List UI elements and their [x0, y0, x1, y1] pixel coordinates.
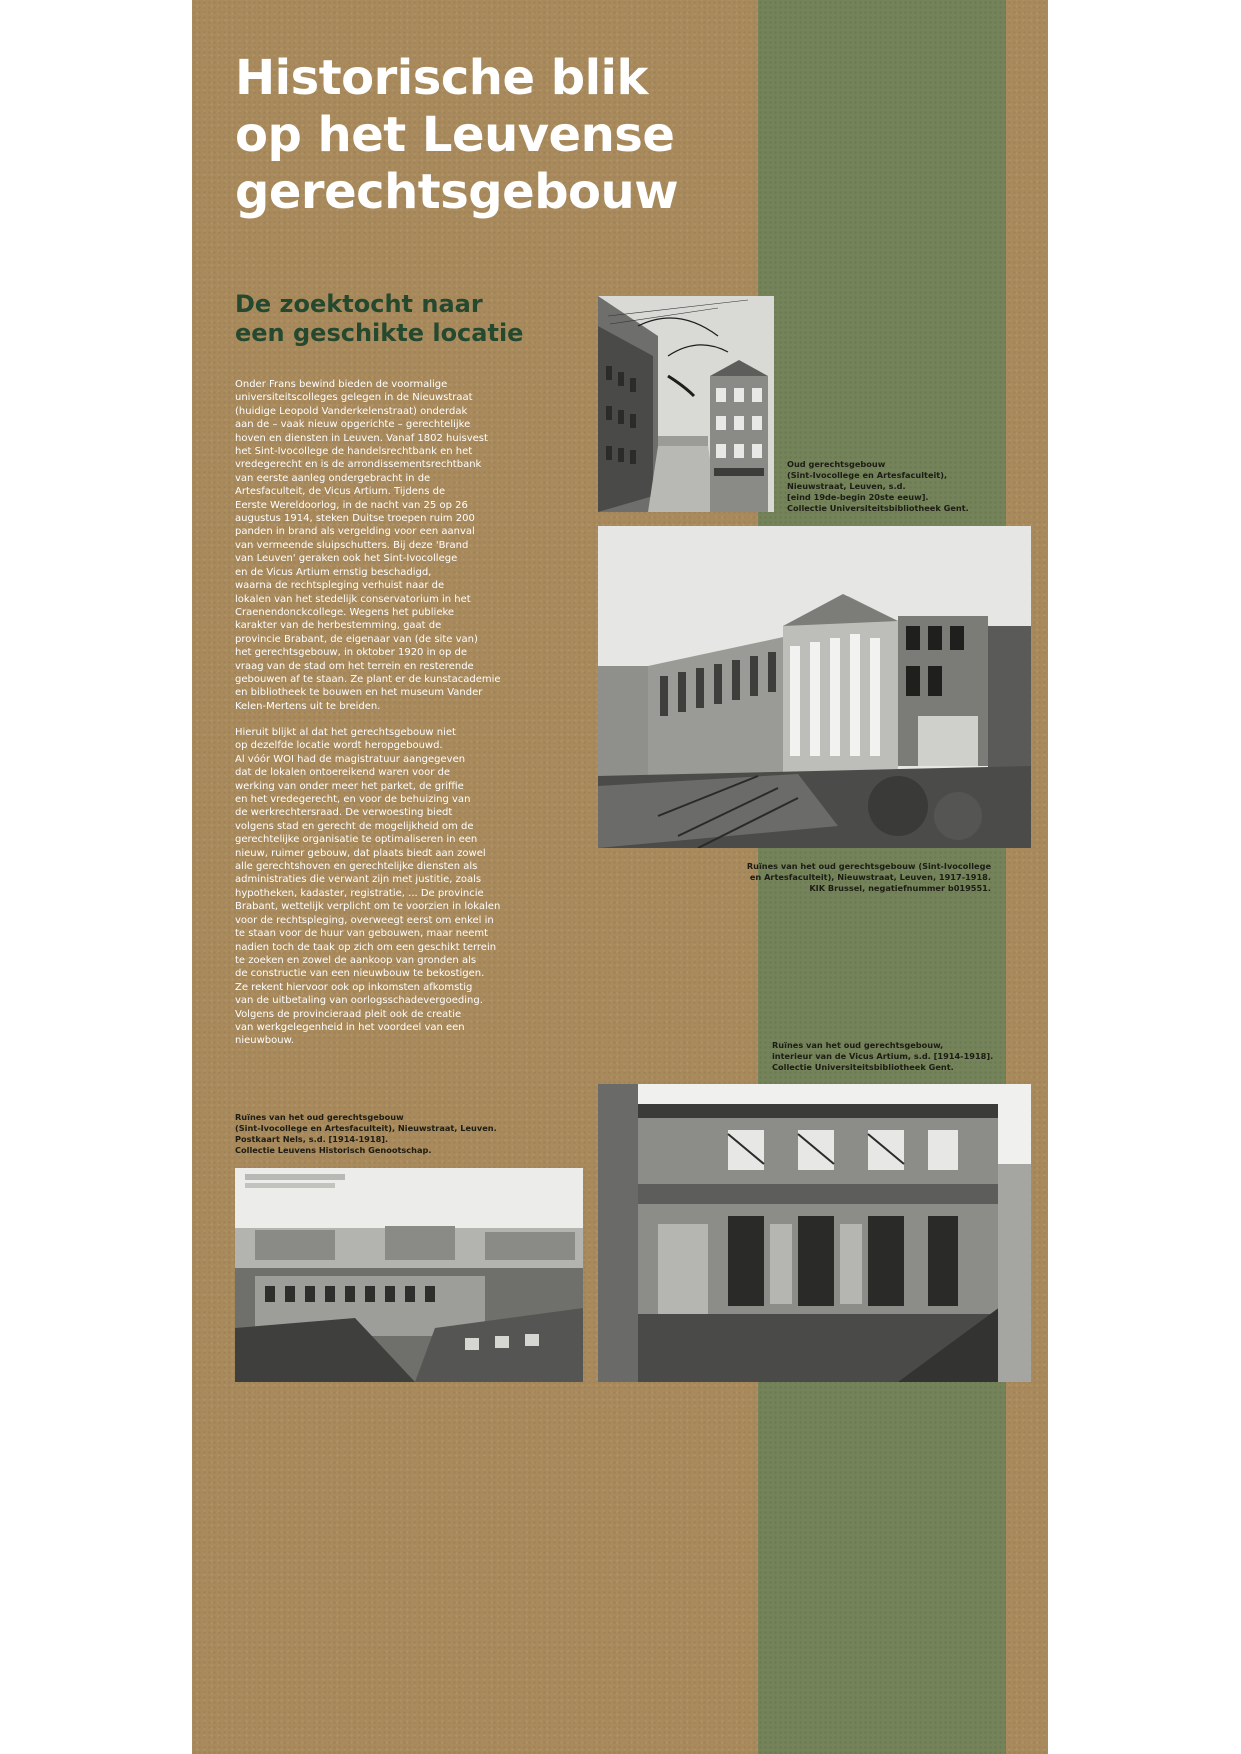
paragraph-line: augustus 1914, steken Duitse troepen ruim 200	[235, 513, 475, 525]
paragraph-line: Ze rekent hiervoor ook op inkomsten afkomstig	[235, 981, 473, 993]
paragraph-line: op dezelfde locatie wordt heropgebouwd.	[235, 740, 443, 752]
caption-line: KIK Brussel, negatiefnummer b019551.	[809, 883, 991, 893]
title-line: gerechtsgebouw	[235, 164, 679, 220]
caption-ruines-interieur	[772, 1040, 993, 1073]
paragraph-line: gebouwen af te staan. Ze plant er de kunstacademie	[235, 673, 501, 685]
paragraph-line: provincie Brabant, de eigenaar van (de site van)	[235, 633, 478, 645]
paragraph-line: Brabant, wettelijk verplicht om te voorzien in lokalen	[235, 901, 501, 913]
paragraph-line: lokalen van het stedelijk conservatorium in het	[235, 593, 471, 605]
caption-line: Collectie Universiteitsbibliotheek Gent.	[787, 503, 969, 513]
photo-ruines-kik	[598, 526, 1031, 848]
paragraph-line: hoven en diensten in Leuven. Vanaf 1802 huisvest	[235, 432, 488, 444]
caption-line: Collectie Leuvens Historisch Genootschap.	[235, 1145, 432, 1155]
paragraph-line: te zoeken en zowel de aankoop van gronden als	[235, 954, 477, 966]
paragraph-line: vraag van de stad om het terrein en resterende	[235, 660, 474, 672]
photo-ruines-postkaart	[235, 1168, 583, 1382]
paragraph-line: karakter van de herbestemming, gaat de	[235, 620, 442, 632]
caption-line: Ruïnes van het oud gerechtsgebouw (Sint-Ivocollege	[746, 861, 991, 871]
paragraph-line: Artesfaculteit, de Vicus Artium. Tijdens de	[235, 486, 446, 498]
caption-line: interieur van de Vicus Artium, s.d. [1914-1918].	[772, 1051, 994, 1061]
paragraph-line: en het vredegerecht, en voor de behuizing van	[235, 794, 471, 806]
caption-line: (Sint-Ivocollege en Artesfaculteit), Nieuwstraat, Leuven.	[235, 1123, 497, 1133]
paragraph-line: de constructie van een nieuwbouw te bekostigen.	[235, 968, 485, 980]
caption-ruines-kik	[747, 861, 991, 894]
paragraph-line: te staan voor de huur van gebouwen, maar neemt	[235, 928, 489, 940]
paragraph-line: en de Vicus Artium ernstig beschadigd,	[235, 566, 432, 578]
photo-oud-gerechtsgebouw	[598, 296, 774, 512]
paragraph-line: Volgens de provincieraad pleit ook de creatie	[235, 1008, 462, 1020]
paragraph-line: Onder Frans bewind bieden de voormalige	[235, 379, 448, 390]
paragraph-line: van eerste aanleg ondergebracht in de	[235, 472, 431, 484]
title-line: Historische blik	[235, 50, 648, 106]
paragraph-line: gerechtelijke organisatie te optimaliseren in een	[235, 834, 478, 846]
paragraph-line: van vermeende sluipschutters. Bij deze 'Brand	[235, 539, 469, 551]
paragraph-line: alle gerechtshoven en gerechtelijke diensten als	[235, 861, 478, 873]
paragraph-line: universiteitscolleges gelegen in de Nieuwstraat	[235, 392, 473, 404]
paragraph-line: waarna de rechtspleging verhuist naar de	[235, 580, 445, 592]
paragraph-line: Al vóór WOI had de magistratuur aangegeven	[235, 753, 466, 765]
caption-oud-gerechtsgebouw	[787, 459, 969, 514]
paragraph-line: van werkgelegenheid in het voordeel van een	[235, 1021, 465, 1033]
paragraph-line: administraties die verwant zijn met justitie, zoals	[235, 874, 482, 886]
paragraph-line: werking van onder meer het parket, de griffie	[235, 780, 464, 792]
caption-line: Collectie Universiteitsbibliotheek Gent.	[772, 1062, 954, 1072]
paragraph-line: Eerste Wereldoorlog, in de nacht van 25 op 26	[235, 499, 468, 511]
caption-line: [eind 19de-begin 20ste eeuw].	[787, 492, 929, 502]
page-title	[235, 50, 755, 221]
paragraph-line: nadien toch de taak op zich om een geschikt terrein	[235, 941, 497, 953]
caption-line: Ruïnes van het oud gerechtsgebouw	[235, 1112, 404, 1122]
paragraph-line: voor de rechtspleging, overweegt eerst om enkel in	[235, 914, 494, 926]
paragraph-line: van Leuven' geraken ook het Sint-Ivocollege	[235, 553, 458, 565]
paragraph-line: Kelen-Mertens uit te breiden.	[235, 700, 381, 712]
paragraph-line: Hieruit blijkt al dat het gerechtsgebouw niet	[235, 727, 456, 738]
caption-line: Postkaart Nels, s.d. [1914-1918].	[235, 1134, 389, 1144]
paragraph-line: en bibliotheek te bouwen en het museum Vander	[235, 687, 483, 699]
subtitle-line: De zoektocht naar	[235, 290, 483, 318]
body-paragraph-1	[235, 378, 501, 713]
caption-line: (Sint-Ivocollege en Artesfaculteit),	[787, 470, 948, 480]
section-subtitle	[235, 290, 523, 348]
title-line: op het Leuvense	[235, 107, 675, 163]
paragraph-line: hypotheken, kadaster, registratie, ... De provincie	[235, 887, 484, 899]
caption-line: en Artesfaculteit), Nieuwstraat, Leuven, 1917-1918.	[749, 872, 991, 882]
paragraph-line: (huidige Leopold Vanderkelenstraat) onderdak	[235, 405, 468, 417]
body-paragraph-2	[235, 726, 501, 1048]
caption-line: Nieuwstraat, Leuven, s.d.	[787, 481, 906, 491]
paragraph-line: van de uitbetaling van oorlogsschadevergoeding.	[235, 995, 483, 1007]
paragraph-line: vredegerecht en is de arrondissementsrechtbank	[235, 459, 482, 471]
paragraph-line: panden in brand als vergelding voor een aanval	[235, 526, 475, 538]
paragraph-line: de werkrechtersraad. De verwoesting biedt	[235, 807, 453, 819]
caption-line: Oud gerechtsgebouw	[787, 459, 886, 469]
paragraph-line: het gerechtsgebouw, in oktober 1920 in op de	[235, 647, 468, 659]
paragraph-line: nieuw, ruimer gebouw, dat plaats biedt aan zowel	[235, 847, 486, 859]
paragraph-line: nieuwbouw.	[235, 1035, 295, 1047]
caption-ruines-postkaart	[235, 1112, 497, 1156]
caption-line: Ruïnes van het oud gerechtsgebouw,	[772, 1040, 944, 1050]
subtitle-line: een geschikte locatie	[235, 319, 524, 347]
paragraph-line: Craenendonckcollege. Wegens het publieke	[235, 606, 455, 618]
paragraph-line: dat de lokalen ontoereikend waren voor de	[235, 767, 451, 779]
photo-ruines-interieur	[598, 1084, 1031, 1382]
paragraph-line: volgens stad en gerecht de mogelijkheid om de	[235, 820, 474, 832]
paragraph-line: aan de – vaak nieuw opgerichte – gerechtelijke	[235, 419, 471, 431]
paragraph-line: het Sint-Ivocollege de handelsrechtbank en het	[235, 446, 473, 458]
